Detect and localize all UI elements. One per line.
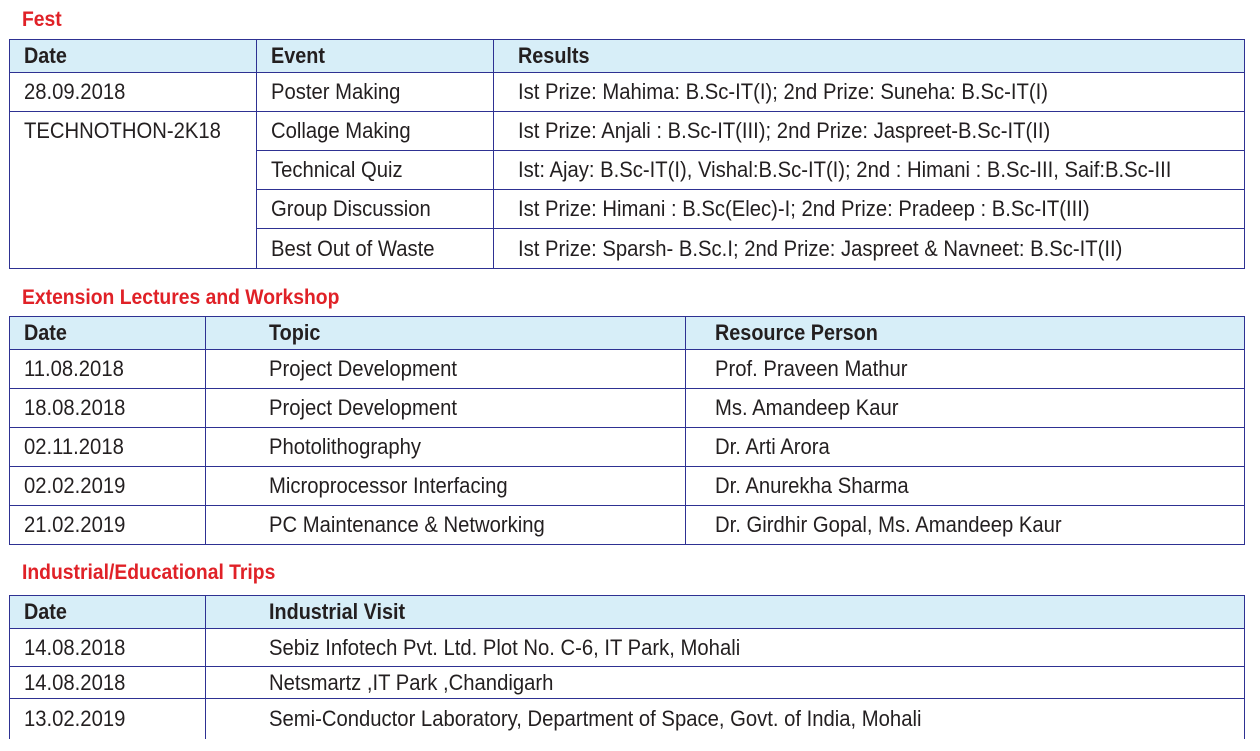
fest-result-cell: Ist Prize: Himani : B.Sc(Elec)-I; 2nd Prize: Pradeep : B.Sc-IT(III) (494, 190, 1245, 229)
lecture-person-cell: Ms. Amandeep Kaur (686, 389, 1245, 428)
lecture-date-cell: 21.02.2019 (10, 506, 206, 545)
trip-date-cell: 14.08.2018 (10, 667, 206, 699)
lectures-header-person: Resource Person (686, 317, 1245, 350)
lecture-topic-cell: Project Development (206, 350, 686, 389)
lecture-person-cell: Dr. Arti Arora (686, 428, 1245, 467)
table-row (10, 112, 1245, 151)
trip-date-cell: 13.02.2019 (10, 699, 206, 739)
table-row (10, 467, 1245, 506)
fest-event-cell: Group Discussion (257, 190, 494, 229)
trips-header-date: Date (10, 596, 206, 629)
lecture-date-cell: 18.08.2018 (10, 389, 206, 428)
fest-event-cell: Technical Quiz (257, 151, 494, 190)
lectures-table (9, 316, 1245, 545)
fest-event-cell: Collage Making (257, 112, 494, 151)
table-row (10, 350, 1245, 389)
fest-result-cell: Ist Prize: Anjali : B.Sc-IT(III); 2nd Prize: Jaspreet-B.Sc-IT(II) (494, 112, 1245, 151)
trip-visit-cell: Sebiz Infotech Pvt. Ltd. Plot No. C-6, IT Park, Mohali (206, 629, 1245, 667)
trip-visit-cell: Semi-Conductor Laboratory, Department of Space, Govt. of India, Mohali (206, 699, 1245, 739)
lecture-topic-cell: Project Development (206, 389, 686, 428)
lecture-date-cell: 02.11.2018 (10, 428, 206, 467)
lecture-person-cell: Prof. Praveen Mathur (686, 350, 1245, 389)
fest-event-cell: Best Out of Waste (257, 229, 494, 269)
fest-event-cell: Poster Making (257, 73, 494, 112)
trip-visit-cell: Netsmartz ,IT Park ,Chandigarh (206, 667, 1245, 699)
lectures-title: Extension Lectures and Workshop (22, 286, 340, 309)
trips-table (9, 595, 1245, 739)
lecture-person-cell: Dr. Girdhir Gopal, Ms. Amandeep Kaur (686, 506, 1245, 545)
table-row (10, 629, 1245, 667)
trips-title: Industrial/Educational Trips (22, 561, 276, 584)
lecture-topic-cell: PC Maintenance & Networking (206, 506, 686, 545)
fest-date-cell: 28.09.2018 (10, 73, 257, 112)
table-row (10, 73, 1245, 112)
trips-header-row (10, 596, 1245, 629)
lectures-header-topic: Topic (206, 317, 686, 350)
fest-title: Fest (22, 8, 62, 31)
fest-header-results: Results (494, 40, 1245, 73)
fest-result-cell: Ist Prize: Mahima: B.Sc-IT(I); 2nd Prize: Suneha: B.Sc-IT(I) (494, 73, 1245, 112)
fest-result-cell: Ist: Ajay: B.Sc-IT(I), Vishal:B.Sc-IT(I); 2nd : Himani : B.Sc-III, Saif:B.Sc-III (494, 151, 1245, 190)
lecture-date-cell: 11.08.2018 (10, 350, 206, 389)
lecture-topic-cell: Photolithography (206, 428, 686, 467)
table-row (10, 506, 1245, 545)
lectures-header-row (10, 317, 1245, 350)
lecture-date-cell: 02.02.2019 (10, 467, 206, 506)
lectures-header-date: Date (10, 317, 206, 350)
trip-date-cell: 14.08.2018 (10, 629, 206, 667)
lecture-person-cell: Dr. Anurekha Sharma (686, 467, 1245, 506)
table-row (10, 667, 1245, 699)
fest-date-cell: TECHNOTHON-2K18 (10, 112, 257, 269)
fest-header-event: Event (257, 40, 494, 73)
fest-result-cell: Ist Prize: Sparsh- B.Sc.I; 2nd Prize: Jaspreet & Navneet: B.Sc-IT(II) (494, 229, 1245, 269)
fest-table (9, 39, 1245, 269)
trips-header-visit: Industrial Visit (206, 596, 1245, 629)
table-row (10, 699, 1245, 739)
lecture-topic-cell: Microprocessor Interfacing (206, 467, 686, 506)
table-row (10, 428, 1245, 467)
fest-header-row (10, 40, 1245, 73)
fest-header-date: Date (10, 40, 257, 73)
table-row (10, 389, 1245, 428)
